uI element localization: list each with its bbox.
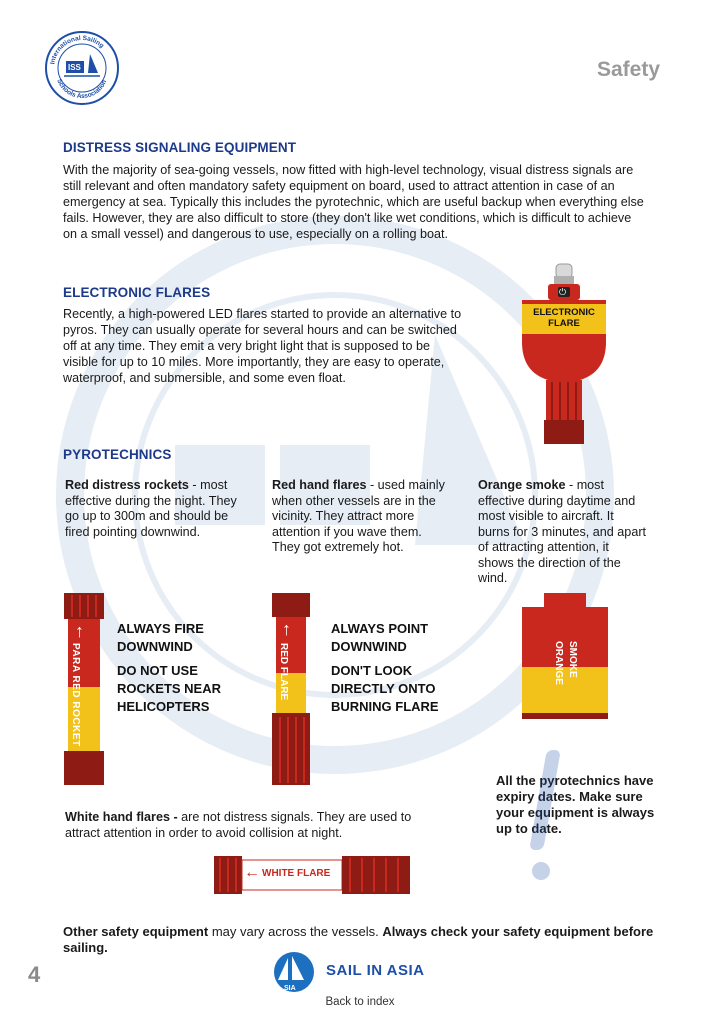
electronic-label-2: FLARE xyxy=(548,318,580,329)
rockets-lead: Red distress rockets xyxy=(65,478,189,492)
sia-logo xyxy=(266,950,322,994)
other-lead: Other safety equipment xyxy=(63,924,209,939)
bottom-note xyxy=(63,924,663,956)
distress-body: With the majority of sea-going vessels, now fitted with high-level technology, visual distress signals are still relevant and often mandatory safety equipment on board, used to attract attention in case of an emergency at sea. Typically this includes the pyrotechnic, which are useful backup when everything else fails. However, they are also difficult to store (they don't like wet conditions, which is difficult to achieve on a small vessel) and dangerous to use, especially on a rolling boat. xyxy=(63,163,644,241)
distress-heading: DISTRESS SIGNALING EQUIPMENT xyxy=(63,140,297,155)
smoke-lead: Orange smoke xyxy=(478,478,566,492)
exclamation-icon xyxy=(530,750,558,890)
back-to-index-link[interactable]: Back to index xyxy=(325,996,395,1008)
rockets-text: - most effective during the night. They go up to 300m and should be fired pointing downwind. xyxy=(65,478,237,539)
hand-flare-label: RED FLARE xyxy=(278,643,289,701)
sia-badge-text: SIA xyxy=(284,985,296,992)
para-red-rocket-illustration xyxy=(64,593,104,785)
hand-lead: Red hand flares xyxy=(272,478,367,492)
brand-name: SAIL IN ASIA xyxy=(326,962,425,979)
rockets-description xyxy=(65,478,245,540)
smoke-text: - most effective during daytime and most visible to aircraft. It burns for 3 minutes, and apart of attracting attention, it shows the direction of the wind. xyxy=(478,478,647,585)
electronic-body: Recently, a high-powered LED flares started to provide an alternative to pyros. They can usually operate for several hours and can be switched off at any time. They emit a very bright light that is supposed to be visible for up to 10 miles. More importantly, they are easy to operate, waterproof, and submersible, and some even float. xyxy=(63,307,462,385)
pyro-heading: PYROTECHNICS xyxy=(63,447,172,462)
white-flare-description xyxy=(65,810,425,841)
hand-description xyxy=(272,478,447,556)
hand-warning-2: DON'T LOOK DIRECTLY ONTO BURNING FLARE xyxy=(331,663,439,714)
white-flare-illustration xyxy=(214,856,410,894)
smoke-description xyxy=(478,478,648,587)
orange-smoke-illustration xyxy=(522,593,608,719)
arrow-left-icon: ← xyxy=(244,864,260,881)
rocket-label: PARA RED ROCKET xyxy=(70,643,81,747)
rocket-warning-1: ALWAYS FIRE DOWNWIND xyxy=(117,621,204,654)
other-bold: Always check your safety equipment before sailing. xyxy=(63,924,654,955)
arrow-up-icon: ↑ xyxy=(282,619,291,639)
svg-text:ISS: ISS xyxy=(68,63,81,72)
electronic-label-1: ELECTRONIC xyxy=(533,307,595,318)
electronic-heading: ELECTRONIC FLARES xyxy=(63,285,211,300)
smoke-label-1: ORANGE xyxy=(553,641,564,685)
hand-warning-1: ALWAYS POINT DOWNWIND xyxy=(331,621,429,654)
smoke-label-2: SMOKE xyxy=(567,641,578,678)
rocket-warning-2: DO NOT USE ROCKETS NEAR HELICOPTERS xyxy=(117,663,222,714)
white-flare-label: WHITE FLARE xyxy=(262,868,331,879)
hand-text: - used mainly when other vessels are in the vicinity. They attract more attention if you wave them. They got extremely hot. xyxy=(272,478,445,554)
red-hand-flare-illustration xyxy=(272,593,310,785)
svg-text:International Sailing: International Sailing xyxy=(49,34,106,65)
other-mid: may vary across the vessels. xyxy=(208,924,383,939)
white-lead: White hand flares - xyxy=(65,810,178,824)
white-text: are not distress signals. They are used to attract attention in order to avoid collision at night. xyxy=(65,810,412,840)
svg-text:Schools Association: Schools Association xyxy=(55,78,109,101)
page-number: 4 xyxy=(28,962,41,987)
section-title: Safety xyxy=(596,58,660,81)
expiry-note: All the pyrotechnics have expiry dates. Make sure your equipment is always up to date. xyxy=(496,773,655,836)
electronic-flare-illustration xyxy=(518,262,610,448)
power-icon: ⏻ xyxy=(559,287,567,297)
issa-logo xyxy=(44,30,120,106)
arrow-up-icon: ↑ xyxy=(75,621,84,641)
